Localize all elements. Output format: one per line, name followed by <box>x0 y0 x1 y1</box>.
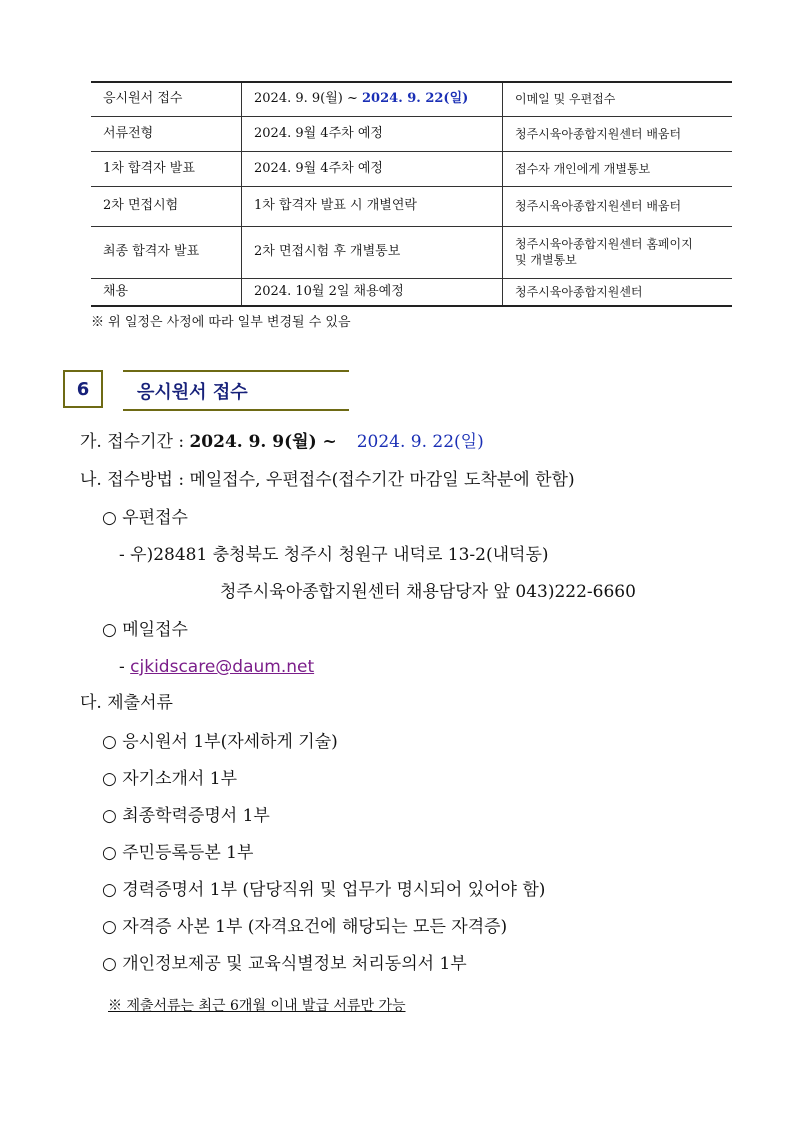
period-line <box>80 431 484 453</box>
date-cell: 2차 면접시험 후 개별통보 <box>242 226 503 278</box>
doc-item: ○ 최종학력증명서 1부 <box>102 806 270 826</box>
mail-heading: ○ 메일접수 <box>102 620 188 640</box>
step-cell: 최종 합격자 발표 <box>91 226 242 278</box>
remark-cell: 청주시육아종합지원센터 배움터 <box>503 116 733 151</box>
table-row <box>91 278 732 306</box>
mail-link[interactable]: cjkidscare@daum.net <box>130 657 315 677</box>
post-address: - 우)28481 충청북도 청주시 청원구 내덕로 13-2(내덕동) <box>119 545 549 565</box>
date-cell <box>242 82 503 116</box>
remark-cell: 이메일 및 우편접수 <box>503 82 733 116</box>
remark-cell: 접수자 개인에게 개별통보 <box>503 151 733 186</box>
docs-note: ※ 제출서류는 최근 6개월 이내 발급 서류만 가능 <box>108 998 406 1014</box>
remark-cell <box>503 226 733 278</box>
step-cell: 응시원서 접수 <box>91 82 242 116</box>
table-row <box>91 151 732 186</box>
mail-dash: - <box>119 657 131 677</box>
date-cell: 2024. 9월 4주차 예정 <box>242 116 503 151</box>
step-cell: 서류전형 <box>91 116 242 151</box>
step-cell: 1차 합격자 발표 <box>91 151 242 186</box>
mail-line <box>119 656 314 678</box>
section-title: 응시원서 접수 <box>123 370 349 411</box>
table-row <box>91 82 732 116</box>
period-label: 가. 접수기간 : <box>80 432 190 452</box>
doc-item: ○ 주민등록등본 1부 <box>102 843 254 863</box>
doc-item: ○ 경력증명서 1부 (담당직위 및 업무가 명시되어 있어야 함) <box>102 880 546 900</box>
remark-line: 청주시육아종합지원센터 홈페이지 <box>515 237 693 251</box>
doc-item: ○ 개인정보제공 및 교육식별정보 처리동의서 1부 <box>102 954 467 974</box>
remark-cell: 청주시육아종합지원센터 배움터 <box>503 186 733 226</box>
schedule-note: ※ 위 일정은 사정에 따라 일부 변경될 수 있음 <box>91 315 351 330</box>
remark-cell: 청주시육아종합지원센터 <box>503 278 733 306</box>
post-heading: ○ 우편접수 <box>102 508 188 528</box>
table-row <box>91 226 732 278</box>
period-start: 2024. 9. 9(월) ~ <box>189 432 343 452</box>
step-cell: 2차 면접시험 <box>91 186 242 226</box>
date-cell: 2024. 9월 4주차 예정 <box>242 151 503 186</box>
date-text: 2024. 9. 9(월) ~ <box>254 91 363 107</box>
step-cell: 채용 <box>91 278 242 306</box>
method-line: 나. 접수방법 : 메일접수, 우편접수(접수기간 마감일 도착분에 한함) <box>80 470 575 490</box>
date-cell: 2024. 10월 2일 채용예정 <box>242 278 503 306</box>
table-row <box>91 186 732 226</box>
period-end: 2024. 9. 22(일) <box>356 432 484 452</box>
doc-item: ○ 자격증 사본 1부 (자격요건에 해당되는 모든 자격증) <box>102 917 508 937</box>
table-row <box>91 116 732 151</box>
doc-item: ○ 자기소개서 1부 <box>102 769 237 789</box>
remark-line: 및 개별통보 <box>515 253 577 267</box>
doc-item: ○ 응시원서 1부(자세하게 기술) <box>102 732 338 752</box>
post-recipient: 청주시육아종합지원센터 채용담당자 앞 043)222-6660 <box>220 582 636 602</box>
date-cell: 1차 합격자 발표 시 개별연락 <box>242 186 503 226</box>
docs-heading: 다. 제출서류 <box>80 693 173 713</box>
section-number: 6 <box>63 370 103 408</box>
schedule-table <box>91 81 732 307</box>
date-highlight: 2024. 9. 22(일) <box>362 91 469 107</box>
